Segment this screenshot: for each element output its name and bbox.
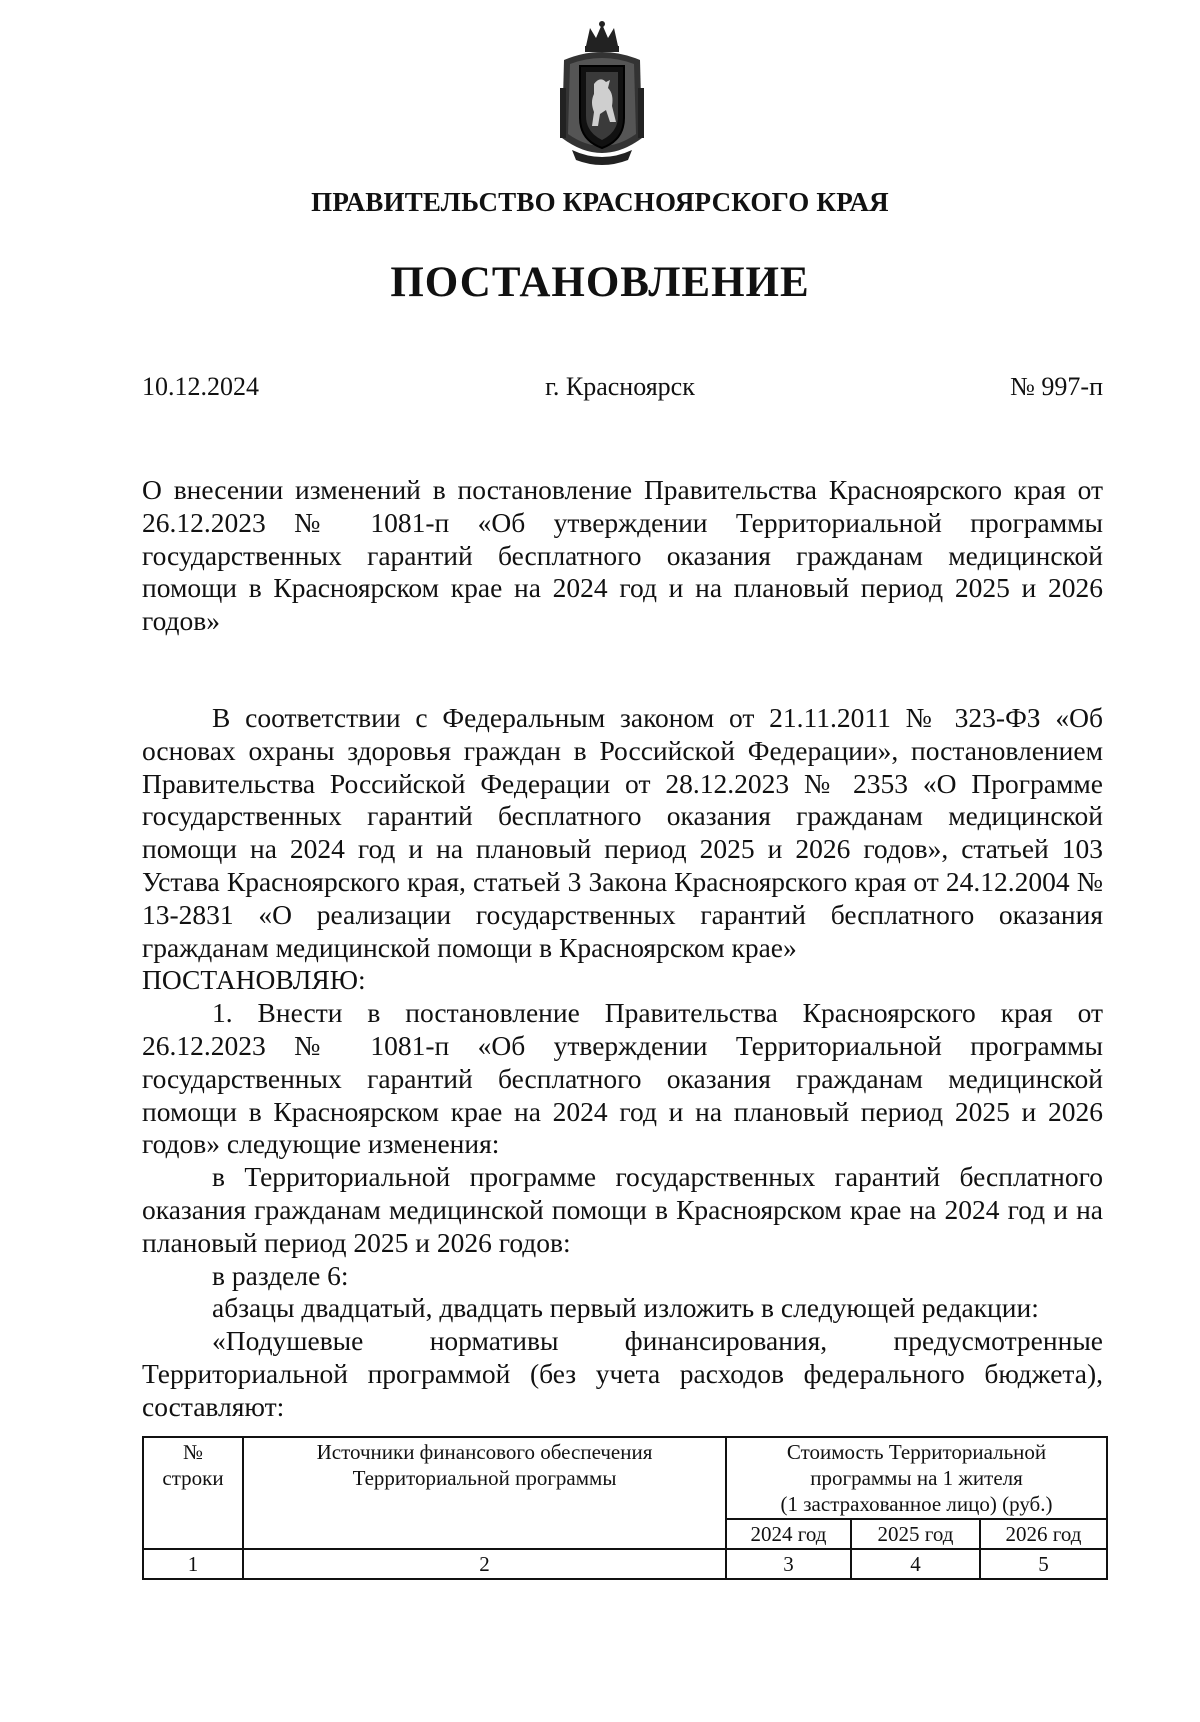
- coat-of-arms-icon: [556, 18, 648, 168]
- document-city: г. Красноярск: [545, 372, 695, 401]
- header-year-2025: 2025 год: [851, 1519, 980, 1549]
- subject-paragraph: О внесении изменений в постановление Правительства Красноярского края от 26.12.2023 № 1081-п «Об утверждении Территориальной программы государственных гарантий бесплатного оказания гражданам медицинской помощи в Красноярском крае на 2024 год и на плановый период 2025 и 2026 годов»: [142, 474, 1103, 637]
- preamble-paragraph: В соответствии с Федеральным законом от 21.11.2011 № 323-ФЗ «Об основах охраны здоровья граждан в Российской Федерации», постановлением Правительства Российской Федерации от 28.12.2023 № 2353 «О Программе государственных гарантий бесплатного оказания гражданам медицинской помощи на 2024 год и на плановый период 2025 и 2026 годов», статьей 103 Устава Красноярского края, статьей 3 Закона Красноярского края от 24.12.2004 № 13-2831 «О реализации государственных гарантий бесплатного оказания гражданам медицинской помощи в Красноярском крае»: [142, 702, 1103, 963]
- item-1-paragraph: 1. Внести в постановление Правительства Красноярского края от 26.12.2023 № 1081-п «Об утверждении Территориальной программы государственных гарантий бесплатного оказания гражданам медицинской помощи в Красноярском крае на 2024 год и на плановый период 2025 и 2026 годов» следующие изменения:: [142, 997, 1103, 1160]
- column-number-cell: 4: [851, 1549, 980, 1579]
- table-numbering-row: [143, 1549, 1107, 1579]
- document-date: 10.12.2024: [142, 372, 259, 401]
- header-year-2024: 2024 год: [726, 1519, 851, 1549]
- organization-title: ПРАВИТЕЛЬСТВО КРАСНОЯРСКОГО КРАЯ: [311, 187, 889, 217]
- paragraphs-edit-paragraph: абзацы двадцатый, двадцать первый изложить в следующей редакции:: [212, 1292, 1039, 1324]
- section-paragraph: в разделе 6:: [212, 1259, 349, 1291]
- document-number: № 997-п: [1010, 372, 1103, 401]
- column-number-cell: 3: [726, 1549, 851, 1579]
- header-program-cost: Стоимость Территориальной программы на 1 жителя (1 застрахованное лицо) (руб.): [726, 1437, 1107, 1519]
- header-year-2026: 2026 год: [980, 1519, 1107, 1549]
- quote-paragraph: «Подушевые нормативы финансирования, предусмотренные Территориальной программой (без учета расходов федерального бюджета), составляют:: [142, 1325, 1103, 1422]
- document-subject: [142, 474, 1103, 638]
- financing-table: [142, 1436, 1108, 1580]
- document-type-title: ПОСТАНОВЛЕНИЕ: [390, 259, 810, 306]
- header-row-number: № строки: [143, 1437, 243, 1549]
- header-financing-sources: Источники финансового обеспечения Территориальной программы: [243, 1437, 726, 1549]
- column-number-cell: 1: [143, 1549, 243, 1579]
- territorial-program-paragraph: в Территориальной программе государственных гарантий бесплатного оказания гражданам медицинской помощи в Красноярском крае на 2024 год и на плановый период 2025 и 2026 годов:: [142, 1161, 1103, 1258]
- document-body: [142, 702, 1103, 1424]
- table-header-row: [143, 1437, 1107, 1519]
- resolve-paragraph: ПОСТАНОВЛЯЮ:: [142, 964, 366, 996]
- column-number-cell: 2: [243, 1549, 726, 1579]
- column-number-cell: 5: [980, 1549, 1107, 1579]
